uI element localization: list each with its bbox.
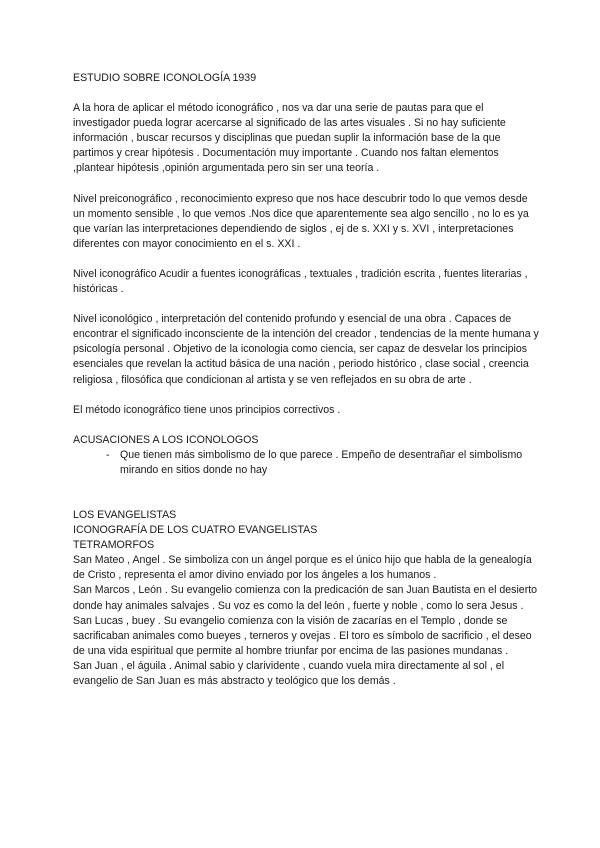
dash-bullet: - — [106, 448, 110, 461]
intro-paragraph: A la hora de aplicar el método iconográfico , nos va dar una serie de pautas para que el investigador pueda lograr acercarse al significado de las artes visuales . Si no hay suficiente información , buscar recursos y disciplinas que puedan suplir la información base de la que partimos y crear hipótesis . Documentación muy importante . Cuando nos faltan elementos ,plantear hipótesis ,opinión argumentada pero sin ser una teoría . — [73, 102, 506, 175]
evangelists-subheading: ICONOGRAFÍA DE LOS CUATRO EVANGELISTAS — [73, 524, 318, 537]
accusation-text: Que tienen más simbolismo de lo que parece . Empeño de desentrañar el simbolismo mirando en sitios donde no hay — [120, 448, 523, 476]
spacer — [73, 297, 540, 312]
method-note: El método iconográfico tiene unos principios correctivos . — [73, 403, 341, 416]
level-preiconographic-paragraph: Nivel preiconográfico , reconocimiento expreso que nos hace descubrir todo lo que vemos desde un momento sensible , lo que vemos .Nos dice que aparentemente sea algo sencillo , no lo es ya que varían las interpretaciones dependiendo de siglos , ej de s. XXI y s. XVI , interpretaciones diferentes con mayor conocimiento en el s. XXI . — [73, 192, 529, 250]
spacer — [73, 418, 540, 433]
evangelist-mateo: San Mateo , Angel . Se simboliza con un ángel porque es el único hijo que habla de la genealogía de Cristo , representa el amor divino enviado por los ángeles a los humanos . — [73, 554, 532, 582]
accusations-heading: ACUSACIONES A LOS ICONOLOGOS — [73, 433, 259, 446]
accusations-list — [73, 448, 540, 478]
evangelist-marcos: San Marcos , León . Su evangelio comienza con la predicación de san Juan Bautista en el desierto donde hay animales salvajes . Su voz es como la del león , fuerte y noble , como lo sera Jesus . — [73, 584, 538, 612]
evangelist-juan: San Juan , el águila . Animal sabio y clarividente , cuando vuela mira directamente al sol , el evangelio de San Juan es más abstracto y teológico que los demás . — [73, 659, 505, 687]
spacer — [73, 177, 540, 192]
level-iconographic-paragraph: Nivel iconográfico Acudir a fuentes iconográficas , textuales , tradición escrita , fuentes literarias , históricas . — [73, 267, 528, 296]
spacer — [73, 388, 540, 403]
tetramorphs-heading: TETRAMORFOS — [73, 539, 155, 552]
level-iconological-paragraph: Nivel iconológico , interpretación del contenido profundo y esencial de una obra . Capaces de encontrar el significado inconsciente de la intención del creador , tendencias de la mente humana y psicología personal . Objetivo de la iconologia como ciencia, ser capaz de desvelar los principios esenciales que revelan la actitud básica de una nación , periodo histórico , clase social , creencia religiosa , filosófica que condicionan al artista y se ven reflejados en su obra de arte . — [73, 313, 539, 386]
spacer — [73, 86, 540, 101]
list-item — [106, 448, 540, 478]
evangelists-heading: LOS EVANGELISTAS — [73, 508, 177, 521]
spacer — [73, 252, 540, 267]
document-title: ESTUDIO SOBRE ICONOLOGÍA 1939 — [73, 72, 257, 84]
evangelist-lucas: San Lucas , buey . Su evangelio comienza con la visión de zacarías en el Templo , donde se sacrificaban animales como bueyes , terneros y ovejas . El toro es símbolo de sacrificio , el deseo de una vida espiritual que permite al hombre triunfar por encima de las pasiones mundanas . — [73, 614, 532, 657]
spacer — [73, 478, 540, 508]
